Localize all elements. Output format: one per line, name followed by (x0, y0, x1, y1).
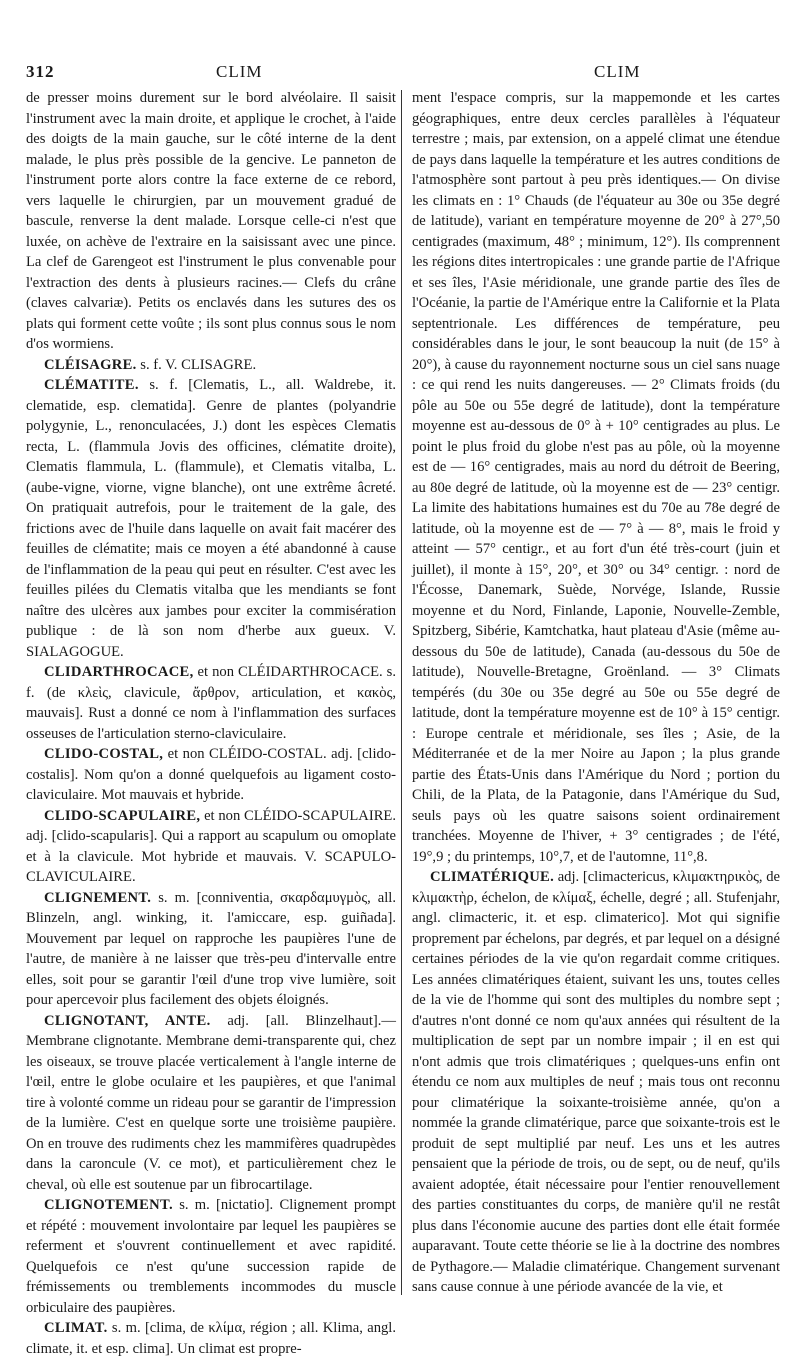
column-divider (401, 90, 402, 1295)
entry: ment l'espace compris, sur la mappemonde et les cartes géographiques, entre deux cercles parallèles à l'équateur terrestre ; mais, par extension, on a appelé climat une étendue de pays dans laquelle la température et les autres conditions de l'atmosphère sont partout à peu près identiques.— On divise les climats en : 1° Chauds (de l'équateur au 30e ou 35e degré de latitude), variant en température moyenne de 20° à 27°,50 centigrades (maximum, 48° ; minimum, 12°). Ils comprennent les régions dites intertropicales : une grande partie de l'Afrique et ses îles, l'Asie méridionale, une grande partie des îles de l'Océanie, la partie de l'Amérique entre la Californie et la Plata septentrionale. Les différences de température, peu considérables dans le jour, le sont beaucoup la nuit (de 15° à 20°), à cause du rayonnement nocturne sous un ciel sans nuage : ce qui rend les nuits dangereuses. — 2° Climats froids (du pôle au 50e ou 55e degré de latitude), dont la température moyenne est au-dessous de 0° à + 10° centigrades au plus. Le point le plus froid du globe n'est pas au pôle, où la moyenne est de — 16° centigrades, mais au nord du détroit de Beering, au 80e degré de latitude, où la moyenne est de — 23° centigr. La limite des habitations humaines est du 70e au 78e degré de latitude, où la moyenne est de — 7° à — 8°, mais le froid y atteint — 57° centigr., et au fort d'un été très-court (juin et juillet), il monte à 15°, 20°, et 30° ou 34° centigr. : nord de l'Écosse, Danemark, Suède, Norvége, Islande, Russie moyenne et du Nord, Finlande, Laponie, Nouvelle-Zemble, Spitzberg, Sibérie, Kamtchatka, haut plateau d'Asie (même au-dessous du 50e de latitude), Canada (au-dessous du 50e de latitude), Nouvelle-Bretagne, Groënland. — 3° Climats tempérés (du 30e ou 35e degré au 50e ou 55e degré de latitude, dont la température moyenne est de 10° à 15° centigr. : Europe centrale et méridionale, ses îles ; Asie, de la Méditerranée et de la mer Noire au Japon ; la plus grande partie des États-Unis dans l'Amérique du Nord ; portion du Chili, de la Plata, de la Patagonie, dans l'Amérique du Sud, seuls pays où les quatre saisons soient ordinairement tranchées. Moyenne de l'hiver, + 3° centigrades ; de l'été, 19°,9 ; du printemps, 10°,7, et de l'automne, 11°,8. (412, 90, 780, 865)
entry: CLIGNOTANT, ANTE. adj. [all. Blinzelhaut].— Membrane clignotante. Membrane demi-transparente qui, chez les oiseaux, se trouve placée verticalement à l'angle interne de l'œil, entre le globe oculaire et les paupières, et que l'animal tire à volonté comme un rideau pour se garantir de l'impression de la lumière. C'est en quelque sorte une troisième paupière. On en trouve des rudiments chez les mammifères quadrupèdes dans la caroncule (V. ce mot), et particulièrement chez le cheval, où elle est soutenue par un fibrocartilage. (26, 1012, 396, 1193)
entry: CLIGNOTEMENT. s. m. [nictatio]. Clignement prompt et répété : mouvement involontaire par lequel les paupières se referment et s'ouvrent continuellement et avec rapidité. Quelquefois ce n'est qu'une succession rapide de frémissements ou tremblements incommodes du muscle orbiculaire des paupières. (26, 1197, 396, 1316)
right-column (412, 88, 780, 1300)
left-running-head: CLIM (216, 62, 263, 81)
entry: CLIDO-SCAPULAIRE, et non CLÉIDO-SCAPULAIRE. adj. [clido-scapularis]. Qui a rapport au scapulum ou omoplate et à la clavicule. Mot hybride et mauvais. V. SCAPULO-CLAVICULAIRE. (26, 807, 396, 885)
entry: CLIMATÉRIQUE. adj. [climactericus, κλιμακτηρικὸς, de κλιμακτὴρ, échelon, de κλίμαξ, échelle, degré ; all. Stufenjahr, angl. climacteric, it. et esp. climaterico]. Mot qui signifie proprement par échelons, par degrés, et par lequel on a désigné certaines périodes de la vie qu'on regardait comme critiques. Les années climatériques étaient, suivant les uns, toutes celles de la vie de l'homme qui sont des multiples du nombre sept ; d'autres n'ont donné ce nom qu'aux années qui résultent de la multiplication de sept par un nombre impair ; il en est qui n'ont admis que trois climatériques ; quelques-uns enfin ont étendu ce nom aux multiples de neuf ; mais tous ont reconnu pour climatérique la soixante-troisième année, qu'on a nommée la grande climatérique, parce que soixante-trois est le produit de sept multiplié par neuf. Les uns et les autres pensaient que la période de trois, ou de sept, ou de neuf, qu'ils avaient adoptée, était nécessaire pour l'entier renouvellement des parties constituantes du corps, de manière qu'il ne restât plus dans l'économie aucune des parties dont elle était formée auparavant. Toute cette théorie se lie à la doctrine des nombres de Pythagore.— Maladie climatérique. Changement survenant sans cause connue à une période avancée de la vie, et (412, 869, 780, 1295)
page-number: 312 (26, 62, 55, 81)
entry: CLÉMATITE. s. f. [Clematis, L., all. Waldrebe, it. clematide, esp. clematida]. Genre de plantes (polyandrie polygynie, L., renonculacées, J.) dont les espèces Clematis recta, L. (flammula Jovis des officines, clématite droite), Clematis flammula, L. (flammule), et Clematis vitalba, L. (aube-vigne, viorne, vigne blanche), ont une extrême âcreté. On pratiquait autrefois, pour le traitement de la gale, des frictions avec de l'huile dans laquelle on avait fait macérer des feuilles de clématite; mais ce moyen a été abandonné à cause de l'inflammation de la peau qui peut en résulter. C'est avec les feuilles pilées du Clematis vitalba que les mendiants se font naître des ulcères aux jambes pour exciter la commisération publique : de là son nom d'herbe aux gueux. V. SIALAGOGUE. (26, 377, 396, 660)
entry: CLÉISAGRE. s. f. V. CLISAGRE. (44, 356, 257, 373)
page-header (26, 62, 774, 86)
entry: CLIMAT. s. m. [clima, de κλίμα, région ; all. Klima, angl. climate, it. et esp. clima]. Un climat est propre- (26, 1320, 396, 1357)
entry: CLIGNEMENT. s. m. [conniventia, σκαρδαμυγμὸς, all. Blinzeln, angl. winking, it. l'amiccare, esp. guiñada]. Mouvement par lequel on rapproche les paupières l'une de l'autre, de manière à ne laisser que très-peu d'intervalle entre elles, soit pour se garantir l'œil d'une trop vive lumière, soit pour apercevoir plus facilement des objets éloignés. (26, 889, 396, 1008)
entry: CLIDARTHROCACE, et non CLÉIDARTHROCACE. s. f. (de κλεὶς, clavicule, ἄρθρον, articulation, et κακὸς, mauvais]. Rust a donné ce nom à l'inflammation des surfaces osseuses de l'articulation sterno-claviculaire. (26, 664, 396, 742)
left-column (26, 88, 396, 1357)
right-running-head: CLIM (594, 62, 641, 81)
entry: de presser moins durement sur le bord alvéolaire. Il saisit l'instrument avec la main droite, et applique le crochet, à l'aide des doigts de la main gauche, sur le côté interne de la dent malade, le plus près possible de la gencive. Le panneton de l'instrument porte alors contre la face externe de ce rebord, vers laquelle le chirurgien, par un mouvement gradué de bascule, renverse la dent malade. Lorsque celle-ci n'est que luxée, on achève de l'extraire en la saisissant avec une pince. La clef de Garengeot est l'instrument le plus convenable pour l'extraction des dents à plusieurs racines.— Clefs du crâne (claves calvariæ). Petits os enclavés dans les sutures des os plats qui forment cette voûte ; ils sont plus connus sous le nom d'os wormiens. (26, 90, 396, 352)
entry: CLIDO-COSTAL, et non CLÉIDO-COSTAL. adj. [clido-costalis]. Nom qu'on a donné quelquefois au ligament costo-claviculaire. Mot mauvais et hybride. (26, 746, 396, 803)
